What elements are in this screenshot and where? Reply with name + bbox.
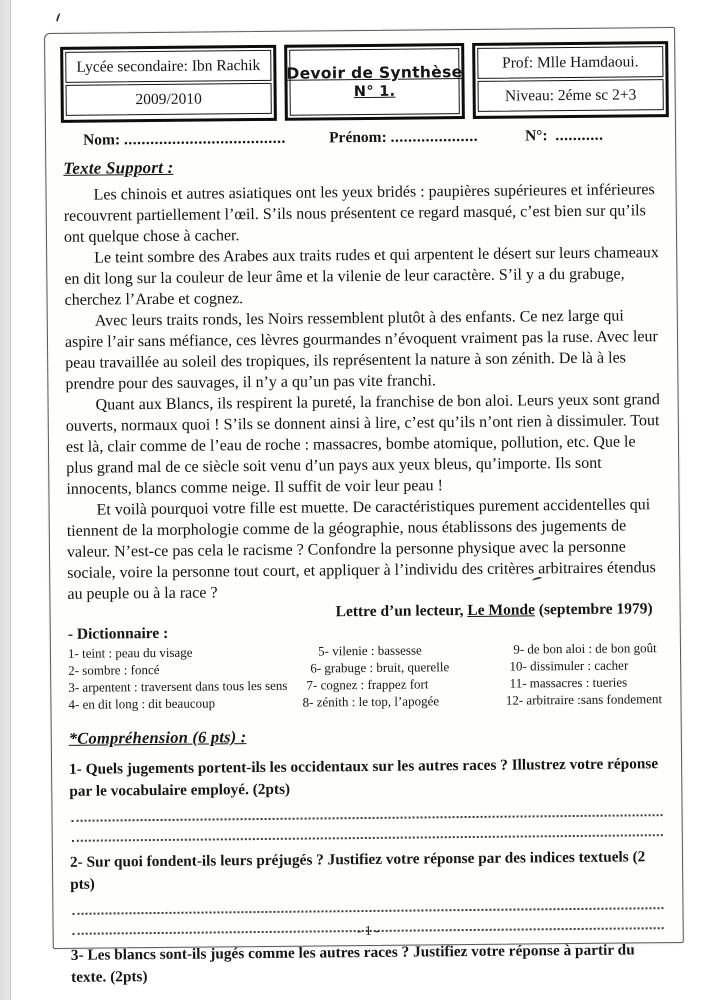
dictionary-entry: 1- teint : peau du visage (67, 644, 193, 661)
dictionary-column-1 (68, 643, 303, 713)
dictionary-entry: 4- en dit long : dit beaucoup (68, 695, 216, 712)
pen-mark (56, 13, 62, 22)
identity-row (83, 126, 660, 150)
dictionary-entry: 12- arbitraire :sans fondement (505, 691, 663, 708)
dictionary-entry: 3- arpentent : traversent dans tous les sens (68, 677, 288, 695)
name-dotted-line: ..................................... (123, 129, 286, 149)
paragraph: Les chinois et autres asiatiques ont les yeux bridés : paupières supérieures et inférieures recouvrent partiellement l’œil. S’ils nous présentent ce regard masqué, c’est bien sur qu’ils ont quelque chose à cacher. (63, 181, 655, 246)
firstname-field (329, 127, 525, 147)
school-box (60, 45, 277, 123)
name-label: Nom: (82, 131, 121, 149)
question-1 (69, 753, 665, 842)
question-text: 1- Quels jugements portent-ils les occidentaux sur les autres races ? Illustrez votre réponse par le vocabulaire employé. (2pts) (69, 755, 659, 800)
journal-name: Le Monde (467, 601, 535, 620)
professor-box (472, 41, 669, 119)
support-text (63, 179, 662, 605)
source-suffix: (septembre 1979) (534, 600, 653, 619)
dictionary-entry: 11- massacres : tueries (509, 674, 628, 691)
dictionary-entry: 9- de bon aloi : de bon goût (513, 640, 657, 657)
name-field (83, 129, 329, 149)
dictionary-column-3 (505, 639, 665, 709)
exam-title-box (284, 43, 465, 121)
level: Niveau: 2éme sc 2+3 (478, 79, 664, 112)
paragraph: Le teint sombre des Arabes aux traits rudes et qui arpentent le désert sur leurs chameaux en dit long sur la couleur de leur âme et la vilenie de leur caractère. S’il y a du grabuge, cherchez l’Arabe et cognez. (64, 244, 659, 309)
firstname-label: Prénom: (328, 128, 387, 147)
professor-name: Prof: Mlle Hamdaoui. (477, 46, 663, 79)
firstname-dotted-line: .................... (390, 127, 479, 146)
number-field (525, 127, 604, 146)
answer-dotted-line (72, 816, 663, 842)
exam-number: N° 1. (353, 83, 396, 101)
school-name: Lycée secondaire: Ibn Rachik (65, 50, 271, 83)
dictionary-entry: 2- sombre : foncé (68, 661, 160, 678)
dictionary (68, 639, 666, 713)
dictionary-entry: 5- vilenie : bassesse (318, 642, 422, 659)
question-text: 2- Sur quoi fondent-ils leurs préjugés ? Justifiez votre réponse par des indices textuels (2 pts) (69, 848, 646, 893)
paragraph: Avec leurs traits ronds, les Noirs ressemblent plutôt à des enfants. Ce nez large qui aspire l’air sans méfiance, ces lèvres gourmandes n’évoquent vraiment pas la ruse. Avec leur peau travaillée au soleil des tropiques, ils représentent la nature à son zénith. De là à les prendre pour des sauvages, il n’y a qu’un pas vite franchi. (64, 307, 658, 393)
number-label: N°: (524, 127, 548, 145)
page-number: - 1 - (356, 922, 380, 939)
dictionary-heading: - Dictionnaire : (67, 624, 169, 643)
scanner-edge-strip (0, 0, 11, 1000)
school-year: 2009/2010 (66, 83, 272, 116)
question-text: 3- Les blancs sont-ils jugés comme les autres races ? Justifiez votre réponse à partir du texte. (2pts) (70, 941, 635, 986)
dictionary-entry: 7- cognez : frappez fort (306, 676, 429, 693)
number-dotted-line: ........... (555, 126, 604, 145)
paragraph: Et voilà pourquoi votre fille est muette. De caractéristiques purement accidentelles qui tiennent de la morphologie comme de la géographie, nous établissons des jugements de valeur. N’est-ce pas cela le racisme ? Confondre la personne physique avec la personne sociale, voire la personne tout court, et appliquer à l’individu des critères arbitraires étendus au peuple ou à la race ? (66, 496, 656, 603)
exam-page (44, 27, 684, 986)
texte-support-heading: Texte Support : (63, 157, 174, 178)
dictionary-entry: 6- grabuge : bruit, querelle (310, 659, 450, 676)
source-prefix: Lettre d’un lecteur, (335, 602, 468, 621)
exam-header (60, 41, 660, 123)
exam-title: Devoir de Synthèse (286, 63, 463, 83)
exam-title-cell (286, 48, 463, 116)
comprehension-heading: *Compréhension (6 pts) : (68, 727, 247, 748)
dictionary-column-2 (302, 641, 506, 711)
paragraph: Quant aux Blancs, ils respirent la pureté, la franchise de bon aloi. Leurs yeux sont grand ouverts, normaux quoi ! S’ils se donnent ainsi à lire, c’est qu’ils n’ont rien à dissimuler. Tout est là, clair comme de l’eau de roche : massacres, bombe atomique, pollution, etc. Que le plus grand mal de ce siècle soit venu d’un pays aux yeux bleus, qu’importe. Ils sont innocents, blancs comme neige. Il suffit de voir leur peau ! (65, 391, 660, 498)
dictionary-entry: 10- dissimuler : cacher (509, 657, 629, 674)
question-3 (71, 939, 666, 988)
dictionary-entry: 8- zénith : le top, l’apogée (302, 693, 440, 710)
